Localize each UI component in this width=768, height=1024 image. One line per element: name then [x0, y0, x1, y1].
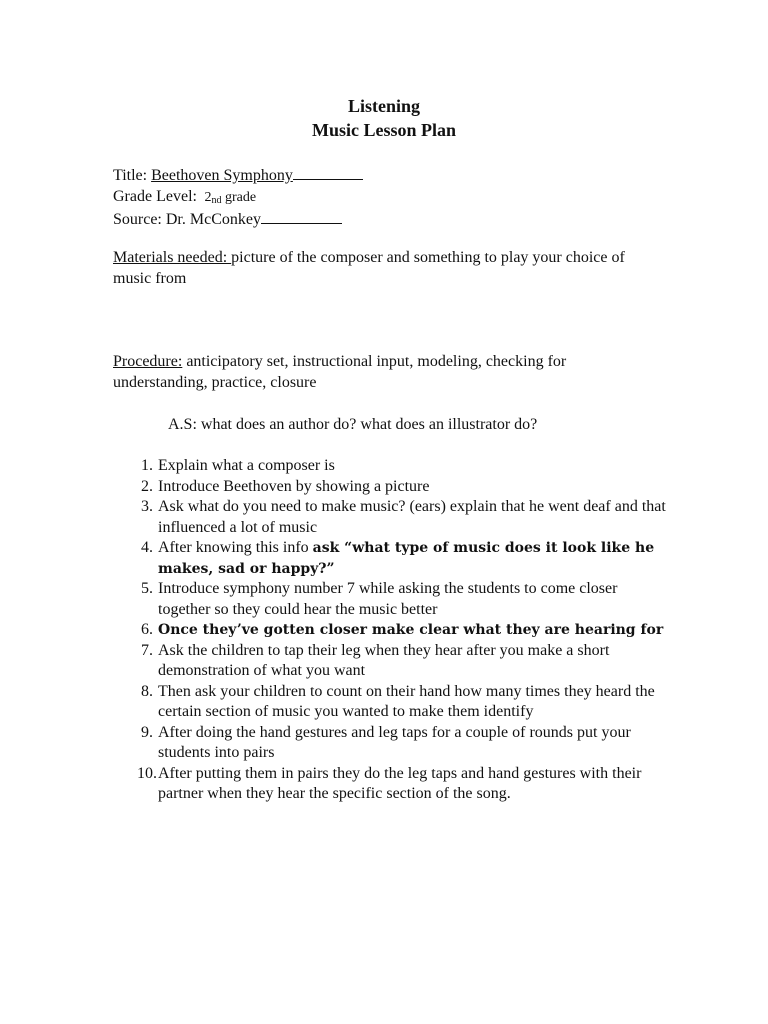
grade-line: [113, 187, 363, 210]
heading-line-2: Music Lesson Plan: [311, 120, 457, 140]
source-label: Source:: [113, 211, 162, 228]
page-heading: [0, 94, 768, 142]
title-value: Beethoven Symphony: [151, 167, 363, 184]
title-label: Title:: [113, 167, 148, 184]
title-line: [113, 165, 363, 187]
list-item: 2. Introduce Beethoven by showing a picture: [141, 477, 430, 495]
grade-label: Grade Level:: [113, 187, 197, 205]
source-line: [113, 209, 363, 231]
list-item: 7. Ask the children to tap their leg when they hear after you make a short demonstration of what you want: [141, 641, 610, 679]
lesson-meta: [113, 165, 363, 231]
procedure-steps: [113, 456, 673, 805]
anticipatory-set-line: A.S: what does an author do? what does an illustrator do?: [168, 416, 538, 433]
list-item: 8. Then ask your children to count on their hand how many times they heard the certain section of music you wanted to make them identify: [141, 682, 655, 720]
materials-text: picture of the composer and something to play your choice of music from: [113, 249, 625, 287]
list-item: 10. After putting them in pairs they do the leg taps and hand gestures with their partner when they hear the specific section of the song.: [137, 764, 642, 802]
materials-label: Materials needed:: [113, 249, 232, 266]
list-item: 4. After knowing this info ask “what type of music does it look like he makes, sad or happy?”: [141, 539, 655, 577]
materials-paragraph: [113, 248, 633, 289]
list-item: 9. After doing the hand gestures and leg taps for a couple of rounds put your students into pairs: [141, 723, 631, 761]
heading-line-1: Listening: [347, 96, 421, 116]
procedure-paragraph: [113, 352, 633, 393]
source-value: Dr. McConkey: [165, 211, 261, 228]
list-item: 6. Once they’ve gotten closer make clear what they are hearing for: [141, 621, 664, 638]
procedure-label: Procedure:: [113, 353, 183, 370]
procedure-text: anticipatory set, instructional input, modeling, checking for understanding, practice, closure: [113, 353, 567, 391]
list-item: 1. Explain what a composer is: [141, 457, 335, 474]
list-item: 3. Ask what do you need to make music? (ears) explain that he went deaf and that influenced a lot of music: [141, 498, 666, 536]
list-item: 5. Introduce symphony number 7 while asking the students to come closer together so they could hear the music better: [141, 580, 618, 618]
grade-value: 2nd grade: [204, 189, 257, 206]
